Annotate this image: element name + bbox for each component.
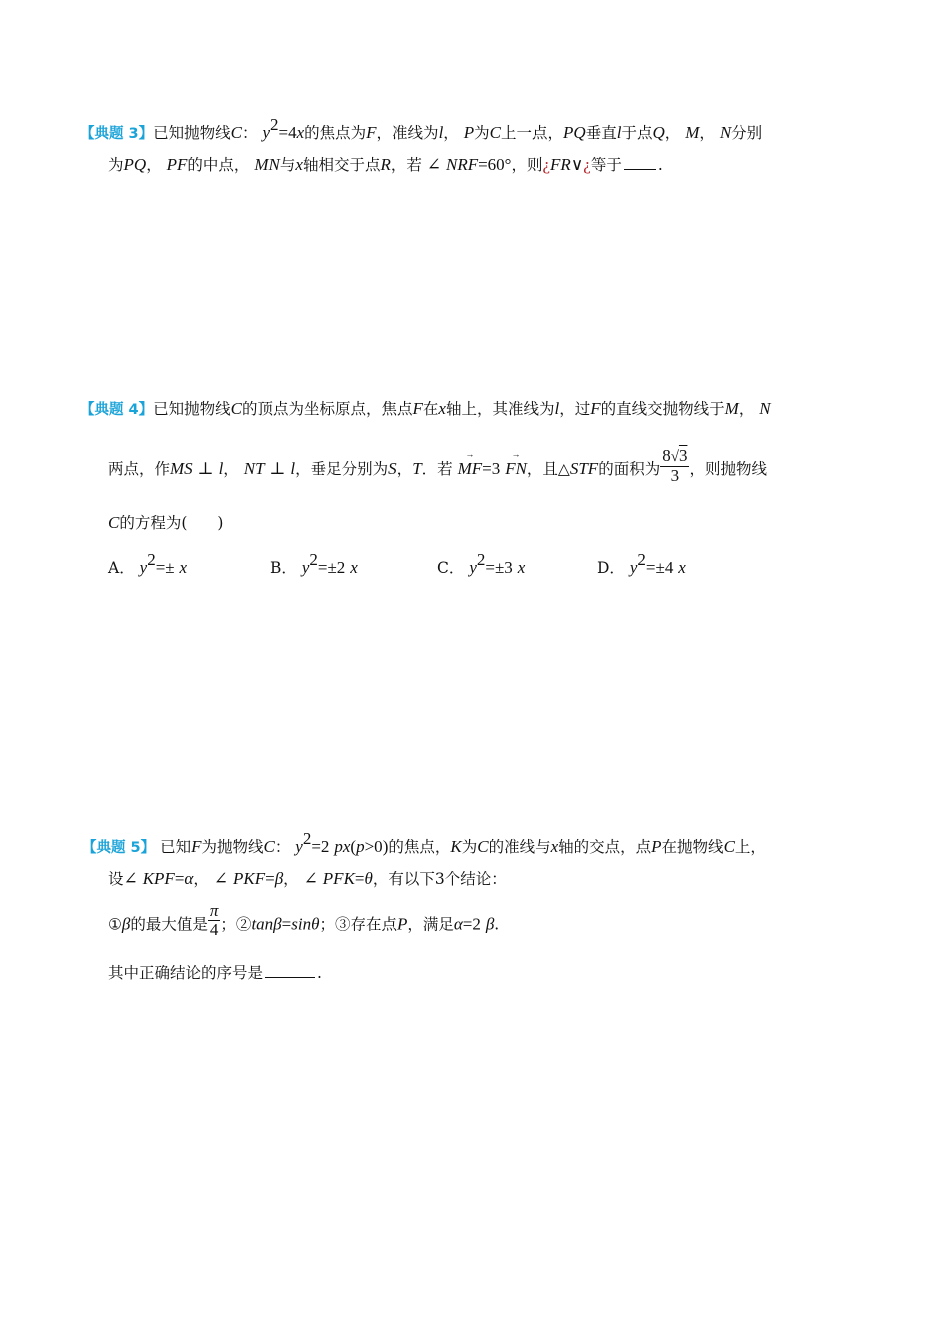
option-label: D．: [597, 559, 625, 578]
math-var: y: [295, 837, 303, 857]
fraction-pi-over-4: [208, 902, 221, 939]
math-var: C: [108, 513, 120, 532]
text: 轴上，其准线为: [445, 400, 555, 418]
math-var: C: [489, 123, 501, 143]
math-var: M: [724, 399, 739, 418]
math-num: =3: [482, 458, 501, 478]
math-symbol: ∨: [570, 155, 584, 174]
text: 分别: [731, 124, 763, 143]
text: 已知: [160, 838, 192, 857]
math-var: STF: [569, 458, 599, 478]
math-var: px: [334, 837, 351, 857]
math-var: C: [477, 837, 489, 857]
math-var: P: [396, 914, 408, 934]
math-var: NT: [243, 458, 265, 478]
text: 已知抛物线: [153, 124, 231, 143]
math-var: Q: [652, 123, 665, 143]
math-symbol: =: [354, 869, 365, 888]
text: ，且△: [526, 459, 570, 478]
math-var: x: [550, 837, 559, 857]
math-exponent: 2: [309, 550, 318, 569]
math-var: KPF: [142, 869, 175, 888]
math-num: 3: [670, 465, 680, 485]
math-var: x: [438, 399, 446, 418]
angle-symbol: ∠: [426, 155, 442, 174]
math-num: =±: [155, 558, 175, 578]
text: ，: [738, 400, 755, 418]
math-var: C: [230, 123, 242, 143]
text: ，: [283, 870, 299, 888]
problem-4-line-1: [80, 400, 771, 418]
problem-3-line-1: [80, 115, 763, 143]
math-var: l: [616, 123, 622, 143]
math-var: x: [296, 123, 305, 143]
math-var: l: [290, 458, 296, 478]
text: ：: [242, 124, 258, 143]
math-var: C: [723, 837, 735, 857]
perp-symbol: ⊥: [269, 458, 286, 478]
text: 的焦点为: [304, 124, 367, 143]
math-var: π: [209, 901, 219, 920]
option-d[interactable]: [597, 552, 686, 578]
math-var: y: [262, 123, 270, 143]
math-num: =2: [462, 914, 481, 934]
vector-fn: → FN: [505, 460, 527, 477]
math-num: =4: [278, 123, 297, 143]
text: 的面积为: [598, 459, 661, 478]
option-a[interactable]: [108, 552, 187, 578]
math-var: l: [438, 123, 444, 143]
math-var: R: [380, 155, 391, 174]
math-var: PKF: [232, 869, 266, 888]
math-var: FR: [550, 155, 571, 174]
text: ，过: [559, 400, 591, 418]
text: ，: [146, 156, 162, 174]
option-label: C．: [437, 559, 465, 578]
text: .: [317, 964, 322, 982]
text: ．若: [421, 459, 453, 478]
math-expr: tanβ: [251, 914, 282, 934]
text: 为: [108, 156, 124, 174]
math-var: x: [350, 558, 358, 578]
text: 设: [108, 870, 124, 888]
text: 两点，作: [108, 459, 171, 478]
angle-symbol: ∠: [123, 869, 138, 888]
problem-5-line-3: [108, 901, 500, 939]
text: ，: [223, 459, 239, 478]
option-label: A．: [108, 559, 135, 578]
problem-3-tag: 【典题 3】: [80, 126, 154, 143]
text: 等于: [590, 156, 622, 174]
math-var: F: [366, 123, 377, 143]
math-var: x: [517, 558, 526, 578]
math-var: β: [485, 914, 495, 934]
glyph-error: ¿: [542, 155, 551, 174]
text: ): [217, 514, 224, 532]
math-var: θ: [364, 869, 373, 888]
problem-3-line-2: [108, 156, 663, 174]
math-var: α: [184, 869, 194, 888]
answer-blank[interactable]: [265, 976, 315, 978]
text: ，满足: [407, 915, 454, 934]
text: 在: [422, 400, 439, 418]
math-exponent: 2: [302, 829, 312, 848]
text: .: [494, 915, 500, 934]
text: ，: [664, 124, 681, 143]
text: 为抛物线: [201, 838, 264, 857]
math-expr: sinθ: [291, 914, 320, 934]
math-var: K: [450, 837, 462, 857]
text: 为: [474, 124, 490, 143]
math-var: α: [453, 914, 463, 934]
text: ①: [108, 915, 122, 934]
math-var: C: [230, 399, 242, 418]
math-var: y: [139, 558, 148, 578]
math-num: =2: [311, 837, 330, 857]
math-var: MN: [254, 155, 280, 174]
text: 的准线与: [488, 838, 551, 857]
vector-mf: → MF: [458, 460, 483, 477]
math-symbol: (: [350, 837, 357, 857]
text: 轴相交于点: [302, 156, 381, 174]
problem-4-line-2: [108, 446, 767, 485]
math-exponent: 2: [637, 550, 646, 569]
math-exponent: 2: [270, 115, 279, 134]
text: .: [657, 156, 663, 174]
math-var: β: [274, 869, 284, 888]
math-symbol: =: [281, 914, 292, 934]
math-var: PF: [166, 155, 188, 174]
perp-symbol: ⊥: [197, 458, 214, 478]
math-var: x: [678, 558, 686, 578]
text: 的焦点，: [388, 838, 451, 857]
math-var: T: [412, 458, 422, 478]
text: ；②: [220, 915, 252, 934]
text: ，若: [390, 156, 422, 174]
math-var: N: [759, 399, 771, 418]
text: ，垂足分别为: [295, 459, 389, 478]
math-var: PQ: [563, 123, 586, 143]
math-var: F: [191, 837, 202, 857]
problem-5-line-1: [82, 829, 766, 857]
math-num: >0: [364, 837, 383, 857]
math-var: P: [651, 837, 662, 857]
math-var: S: [388, 458, 397, 478]
problem-5-line-2: [108, 870, 507, 888]
math-symbol: =: [265, 869, 275, 888]
text: ：: [274, 838, 291, 857]
text: ；③存在点: [319, 915, 397, 934]
math-var: l: [218, 458, 224, 478]
math-var: P: [463, 123, 475, 143]
text: ，: [699, 124, 715, 143]
math-var: N: [719, 123, 732, 143]
math-num: 3: [678, 446, 688, 465]
problem-5-tag: 【典题 5】: [82, 840, 156, 857]
math-var: NRF: [445, 155, 479, 174]
math-num: 4: [209, 919, 219, 939]
text: ，: [443, 124, 459, 143]
text: 与: [279, 156, 296, 174]
option-label: B．: [270, 559, 297, 578]
text: 已知抛物线: [153, 400, 231, 418]
text: 其中正确结论的序号是: [108, 964, 264, 982]
text: 轴的交点，点: [558, 838, 652, 857]
text: 的方程为(: [119, 514, 188, 532]
math-var: F: [412, 399, 423, 418]
math-var: M: [685, 123, 700, 143]
math-num: 8: [662, 446, 671, 465]
text: 垂直: [585, 124, 617, 143]
text: 上，: [734, 838, 766, 857]
math-exponent: 2: [147, 550, 156, 569]
fraction-area: [660, 447, 689, 485]
option-b[interactable]: [270, 552, 358, 578]
math-var: MS: [170, 458, 193, 478]
text: 的最大值是: [130, 915, 208, 934]
math-var: β: [121, 914, 131, 934]
math-num: =±2: [317, 558, 346, 578]
math-var: x: [295, 155, 303, 174]
text: ，准线为: [376, 124, 439, 143]
math-num: =60°: [478, 155, 512, 174]
math-var: F: [590, 399, 601, 418]
text: 的中点，: [187, 156, 250, 174]
math-var: p: [356, 837, 365, 857]
angle-symbol: ∠: [303, 869, 318, 888]
angle-symbol: ∠: [213, 869, 229, 888]
problem-5-line-4: [108, 966, 322, 982]
problem-4-line-3: [108, 514, 223, 532]
glyph-error: ¿: [583, 155, 591, 174]
text: 为: [461, 838, 478, 857]
math-exponent: 2: [476, 550, 486, 569]
sqrt-symbol: √: [670, 449, 679, 465]
option-c[interactable]: [437, 552, 525, 578]
math-var: y: [629, 558, 638, 578]
problem-4-tag: 【典题 4】: [80, 402, 154, 418]
math-var: PQ: [123, 155, 147, 174]
text: ，: [193, 870, 209, 888]
answer-blank[interactable]: [624, 168, 656, 170]
text: ，有以下3个结论：: [372, 870, 507, 888]
text: ，: [396, 459, 413, 478]
math-var: C: [263, 837, 275, 857]
math-num: =±4: [645, 558, 674, 578]
text: ，则: [511, 156, 543, 174]
text: 于点: [621, 124, 653, 143]
text: 的顶点为坐标原点，焦点: [242, 400, 413, 418]
math-symbol: =: [174, 869, 185, 888]
text: 上一点，: [501, 124, 564, 143]
math-var: y: [301, 558, 310, 578]
math-var: x: [179, 558, 188, 578]
text: 在抛物线: [661, 838, 724, 857]
text: 的直线交抛物线于: [600, 400, 725, 418]
math-symbol: ): [382, 837, 389, 857]
math-var: l: [554, 399, 560, 418]
math-var: PFK: [322, 869, 355, 888]
math-var: y: [469, 558, 477, 578]
text: ，则抛物线: [689, 459, 767, 478]
math-num: =±3: [485, 558, 513, 578]
